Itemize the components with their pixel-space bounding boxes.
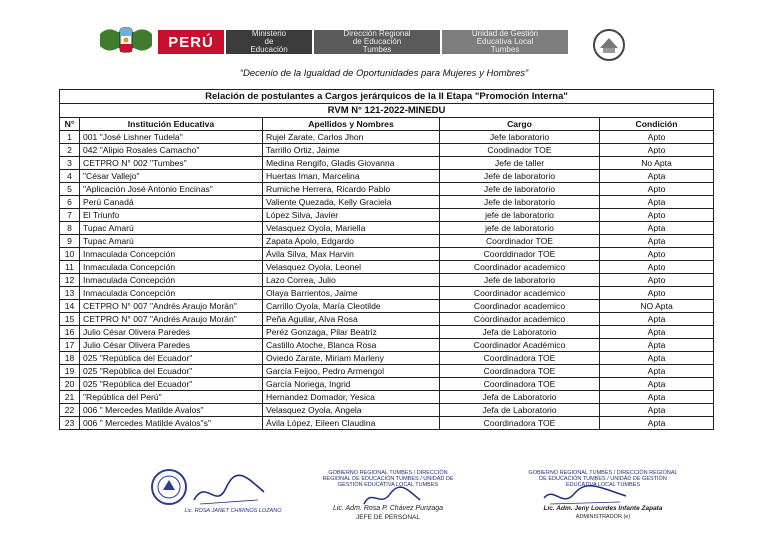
position-cell: Coordinadora TOE	[440, 417, 600, 430]
position-cell: Jefe de taller	[440, 157, 600, 170]
position-cell: Jefe de laboratorio	[440, 170, 600, 183]
row-number: 3	[60, 157, 80, 170]
condition-cell: Apta	[600, 222, 714, 235]
row-number: 20	[60, 378, 80, 391]
applicant-name-cell: Rujel Zarate, Carlos Jhon	[263, 131, 440, 144]
position-cell: Coordinador Académico	[440, 339, 600, 352]
table-row	[60, 170, 714, 183]
ministry-line-3: Educación	[250, 45, 288, 54]
institution-cell: Tupac Amarú	[80, 235, 263, 248]
condition-cell: Apta	[600, 417, 714, 430]
letterhead	[96, 24, 616, 58]
condition-cell: Apto	[600, 131, 714, 144]
row-number: 1	[60, 131, 80, 144]
signature-center-role: JEFE DE PERSONAL	[356, 514, 420, 521]
table-row	[60, 183, 714, 196]
row-number: 11	[60, 261, 80, 274]
header-institution: Institución Educativa	[80, 118, 263, 131]
institution-cell: 006 " Mercedes Matilde Avalos"	[80, 404, 263, 417]
institution-cell: Tupac Amarú	[80, 222, 263, 235]
condition-cell: No Apta	[600, 157, 714, 170]
condition-cell: Apta	[600, 196, 714, 209]
table-row	[60, 404, 714, 417]
position-cell: Jefa de Laboratorio	[440, 326, 600, 339]
condition-cell: Apta	[600, 235, 714, 248]
row-number: 21	[60, 391, 80, 404]
table-row	[60, 235, 714, 248]
official-round-seal-left-icon	[150, 468, 188, 506]
condition-cell: Apta	[600, 339, 714, 352]
applicant-name-cell: Velasquez Oyola, Mariella	[263, 222, 440, 235]
row-number: 2	[60, 144, 80, 157]
institution-cell: Perú Canadá	[80, 196, 263, 209]
condition-cell: Apta	[600, 391, 714, 404]
condition-cell: Apta	[600, 313, 714, 326]
applicant-name-cell: Medina Rengifo, Gladis Giovanna	[263, 157, 440, 170]
position-cell: Coordinador academico	[440, 261, 600, 274]
condition-cell: Apto	[600, 287, 714, 300]
signature-center-name: Lic. Adm. Rosa P. Chávez Purizaga	[332, 505, 444, 512]
position-cell: Coordinador academico	[440, 287, 600, 300]
row-number: 8	[60, 222, 80, 235]
applicant-name-cell: Peña Aguilar, Alva Rosa	[263, 313, 440, 326]
row-number: 6	[60, 196, 80, 209]
institution-cell: Inmaculada Concepción	[80, 287, 263, 300]
position-cell: Coordinador academico	[440, 300, 600, 313]
table-row	[60, 261, 714, 274]
position-cell: Coordinadora TOE	[440, 352, 600, 365]
institution-cell: 006 " Mercedes Matilde Avalos"s"	[80, 417, 263, 430]
condition-cell: Apta	[600, 326, 714, 339]
table-row	[60, 131, 714, 144]
row-number: 16	[60, 326, 80, 339]
table-row	[60, 378, 714, 391]
applicant-name-cell: Rumiche Herrera, Ricardo Pablo	[263, 183, 440, 196]
table-row	[60, 196, 714, 209]
condition-cell: Apta	[600, 378, 714, 391]
table-row	[60, 326, 714, 339]
condition-cell: Apto	[600, 209, 714, 222]
institution-cell: 025 "República del Ecuador"	[80, 378, 263, 391]
position-cell: Jefe de laboratorio	[440, 183, 600, 196]
applicant-name-cell: Castillo Atoche, Blanca Rosa	[263, 339, 440, 352]
row-number: 5	[60, 183, 80, 196]
regional-direction-box	[314, 30, 440, 54]
position-cell: Coodinador TOE	[440, 144, 600, 157]
institution-cell: CETPRO N° 002 "Tumbes"	[80, 157, 263, 170]
applicant-name-cell: García Noriega, Ingrid	[263, 378, 440, 391]
condition-cell: Apto	[600, 248, 714, 261]
table-row	[60, 274, 714, 287]
table-row	[60, 157, 714, 170]
position-cell: Coordinadora TOE	[440, 378, 600, 391]
applicant-name-cell: Lazo Correa, Julio	[263, 274, 440, 287]
row-number: 7	[60, 209, 80, 222]
ministry-box	[226, 30, 312, 54]
table-row	[60, 339, 714, 352]
regional-line-1: Dirección Regional	[343, 29, 411, 38]
row-number: 22	[60, 404, 80, 417]
header-names: Apellidos y Nombres	[263, 118, 440, 131]
ministry-line-1: Ministerio	[251, 29, 287, 38]
condition-cell: Apta	[600, 352, 714, 365]
signature-right-org: GOBIERNO REGIONAL TUMBES / DIRECCIÓN REGIONAL DE EDUCACIÓN TUMBES / UNIDAD DE GESTIÓN EDUCATIVA LOCAL TUMBES	[528, 470, 678, 488]
institution-cell: "Aplicación José Antonio Encinas"	[80, 183, 263, 196]
condition-cell: Apto	[600, 183, 714, 196]
institution-cell: "César Vallejo"	[80, 170, 263, 183]
row-number: 19	[60, 365, 80, 378]
institution-cell: 001 "José Lishner Tudela"	[80, 131, 263, 144]
row-number: 14	[60, 300, 80, 313]
applicant-name-cell: Peréz Gonzaga, Pilar Beatriz	[263, 326, 440, 339]
applicant-name-cell: Velasquez Oyola, Angela	[263, 404, 440, 417]
table-row	[60, 222, 714, 235]
ugel-line-3: Tumbes	[490, 45, 520, 54]
condition-cell: NO Apta	[600, 300, 714, 313]
applicant-name-cell: Olaya Barrientos, Jaime	[263, 287, 440, 300]
candidates-table	[59, 89, 714, 430]
header-condition: Condición	[600, 118, 714, 131]
applicant-name-cell: Tarrillo Ortiz, Jaime	[263, 144, 440, 157]
coat-of-arms-icon	[96, 24, 156, 58]
table-row	[60, 352, 714, 365]
applicant-name-cell: Ávila López, Eileen Claudina	[263, 417, 440, 430]
applicant-name-cell: García Feijoo, Pedro Armengol	[263, 365, 440, 378]
signature-right-role: ADMINISTRADOR (e)	[575, 514, 631, 520]
table-row	[60, 313, 714, 326]
position-cell: Jefe laboratorio	[440, 131, 600, 144]
header-position: Cargo	[440, 118, 600, 131]
table-header-row	[60, 118, 714, 131]
applicant-name-cell: Oviedo Zarate, Miriam Marleny	[263, 352, 440, 365]
table-row	[60, 209, 714, 222]
position-cell: Jefe de laboratorio	[440, 196, 600, 209]
country-label: PERÚ	[158, 30, 224, 54]
applicant-name-cell: Ávila Silva, Max Harvin	[263, 248, 440, 261]
condition-cell: Apta	[600, 365, 714, 378]
ugel-line-1: Unidad de Gestión	[471, 29, 539, 38]
table-row	[60, 144, 714, 157]
position-cell: Coordinadora TOE	[440, 365, 600, 378]
position-cell: Coordinador TOE	[440, 235, 600, 248]
institution-cell: CETPRO N° 007 "Andrés Araujo Morán"	[80, 313, 263, 326]
row-number: 10	[60, 248, 80, 261]
table-subtitle-row	[60, 104, 714, 118]
table-row	[60, 391, 714, 404]
ugel-logo-icon	[592, 28, 626, 62]
institution-cell: Inmaculada Concepción	[80, 274, 263, 287]
institution-cell: El Triunfo	[80, 209, 263, 222]
institution-cell: 025 "República del Ecuador"	[80, 352, 263, 365]
applicant-name-cell: Hernandez Domador, Yesica	[263, 391, 440, 404]
institution-cell: Inmaculada Concepción	[80, 261, 263, 274]
ministry-line-2: de	[264, 37, 274, 46]
table-row	[60, 248, 714, 261]
applicant-name-cell: Valiente Quezada, Kelly Graciela	[263, 196, 440, 209]
row-number: 4	[60, 170, 80, 183]
institution-cell: CETPRO N° 007 "Andrés Araujo Morán"	[80, 300, 263, 313]
condition-cell: Apto	[600, 144, 714, 157]
row-number: 17	[60, 339, 80, 352]
applicant-name-cell: Carrillo Oyola, María Cleotilde	[263, 300, 440, 313]
applicant-name-cell: Velasquez Oyola, Leonel	[263, 261, 440, 274]
row-number: 12	[60, 274, 80, 287]
institution-cell: Julio César Olivera Paredes	[80, 326, 263, 339]
institution-cell: Julio César Olivera Paredes	[80, 339, 263, 352]
institution-cell: "República del Perú"	[80, 391, 263, 404]
applicant-name-cell: Huertas Iman, Marcelina	[263, 170, 440, 183]
institution-cell: Inmaculada Concepción	[80, 248, 263, 261]
signature-center-org: GOBIERNO REGIONAL TUMBES / DIRECCIÓN REGIONAL DE EDUCACIÓN TUMBES / UNIDAD DE GESTIÓN EDUCATIVA LOCAL TUMBES	[322, 470, 454, 488]
table-row	[60, 417, 714, 430]
position-cell: Coorddinador TOE	[440, 248, 600, 261]
position-cell: Coordinador academico	[440, 313, 600, 326]
row-number: 9	[60, 235, 80, 248]
condition-cell: Apta	[600, 404, 714, 417]
table-row	[60, 365, 714, 378]
institution-cell: 025 "República del Ecuador"	[80, 365, 263, 378]
ugel-line-2: Educativa Local	[476, 37, 534, 46]
position-cell: jefe de laboratorio	[440, 209, 600, 222]
position-cell: jefe de laboratorio	[440, 222, 600, 235]
regional-line-3: Tumbes	[362, 45, 392, 54]
signature-left-name: Lic. ROSA JANET CHIRINOS LOZANO	[184, 508, 282, 514]
institution-cell: 042 "Alipio Rosales Camacho"	[80, 144, 263, 157]
table-title-row	[60, 90, 714, 104]
position-cell: Jefa de Laboratorio	[440, 404, 600, 417]
decree-slogan: “Decenio de la Igualdad de Oportunidades para Mujeres y Hombres”	[239, 68, 529, 79]
table-row	[60, 300, 714, 313]
row-number: 13	[60, 287, 80, 300]
signature-right-name: Lic. Adm. Jeny Lourdes Infante Zapata	[543, 505, 663, 512]
ugel-box	[442, 30, 568, 54]
regional-line-2: de Educación	[352, 37, 402, 46]
table-subtitle: RVM N° 121-2022-MINEDU	[60, 104, 714, 118]
row-number: 23	[60, 417, 80, 430]
condition-cell: Apto	[600, 261, 714, 274]
row-number: 15	[60, 313, 80, 326]
condition-cell: Apta	[600, 170, 714, 183]
row-number: 18	[60, 352, 80, 365]
header-number: N°	[60, 118, 80, 131]
table-row	[60, 287, 714, 300]
position-cell: Jefe de laboratorio	[440, 274, 600, 287]
applicant-name-cell: López Silva, Javier	[263, 209, 440, 222]
table-title: Relación de postulantes a Cargos jerárquicos de la II Etapa "Promoción Interna"	[60, 90, 714, 104]
position-cell: Jefa de Laboratorio	[440, 391, 600, 404]
applicant-name-cell: Zapata Apolo, Edgardo	[263, 235, 440, 248]
condition-cell: Apto	[600, 274, 714, 287]
